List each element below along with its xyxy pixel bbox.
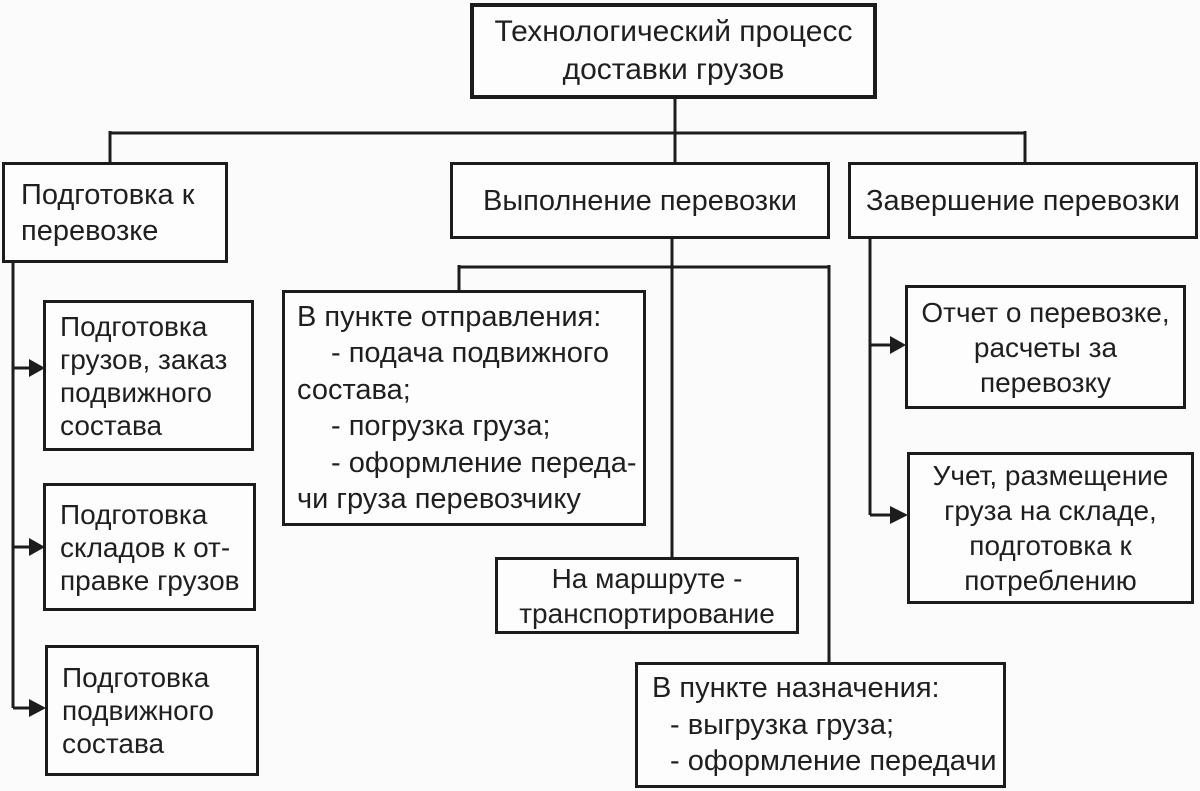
node-line: В пункте отправления: [297, 300, 602, 333]
node-line: состава; [297, 373, 411, 406]
node-line: - оформление переда- [331, 446, 637, 479]
node-on-route [495, 557, 799, 634]
node-transport-report [905, 285, 1186, 409]
node-line: потреблению [964, 565, 1137, 596]
arrowhead-prep-rolling [29, 699, 46, 717]
node-line: перевозку [979, 366, 1112, 398]
node-line: Подготовка [60, 310, 208, 342]
node-line: доставки грузов [562, 53, 785, 86]
node-stage-completion [848, 162, 1198, 239]
node-line: Технологический процесс [494, 15, 853, 48]
node-destination-point [635, 662, 1006, 788]
node-line: - подача подвижного [331, 337, 609, 369]
arrowhead-report [890, 336, 906, 354]
node-line: Подготовка к [21, 178, 195, 211]
node-line: правке грузов [60, 564, 240, 596]
node-line: чи груза перевозчику [297, 483, 581, 515]
node-line: перевозке [21, 214, 159, 247]
arrowhead-storage [890, 506, 908, 524]
node-line: На маршруте - [551, 562, 743, 594]
node-stage-execution [450, 162, 830, 239]
node-line: - выгрузка груза; [670, 708, 895, 741]
node-line: складов к от- [60, 531, 231, 563]
node-line: Учет, размещение [932, 460, 1169, 491]
node-departure-point [282, 290, 646, 526]
node-line: Отчет о перевозке, [921, 296, 1170, 328]
node-line: Подготовка [60, 498, 208, 530]
node-line: состава [62, 728, 165, 759]
node-line: Подготовка [62, 662, 210, 693]
node-line: - оформление передачи [670, 745, 997, 778]
node-root-title [470, 3, 877, 99]
node-line: - погрузка груза; [331, 410, 551, 442]
node-line: Выполнение перевозки [482, 184, 797, 217]
node-line: транспортирование [519, 597, 775, 629]
node-line: грузов, заказ [60, 343, 228, 375]
node-line: подвижного [62, 695, 214, 726]
node-stage-preparation [2, 162, 228, 263]
node-line: груза на складе, [944, 495, 1157, 526]
node-line: расчеты за [973, 331, 1118, 363]
node-prepare-rolling-stock [45, 645, 259, 776]
node-prepare-warehouses [43, 483, 256, 611]
node-line: Завершение перевозки [866, 184, 1180, 217]
node-line: В пункте назначения: [652, 672, 940, 705]
node-line: подготовка к [969, 530, 1132, 561]
node-line: подвижного [60, 376, 212, 408]
node-line: состава [60, 409, 163, 441]
node-prepare-cargo [43, 300, 254, 451]
node-cargo-accounting-storage [907, 452, 1194, 604]
